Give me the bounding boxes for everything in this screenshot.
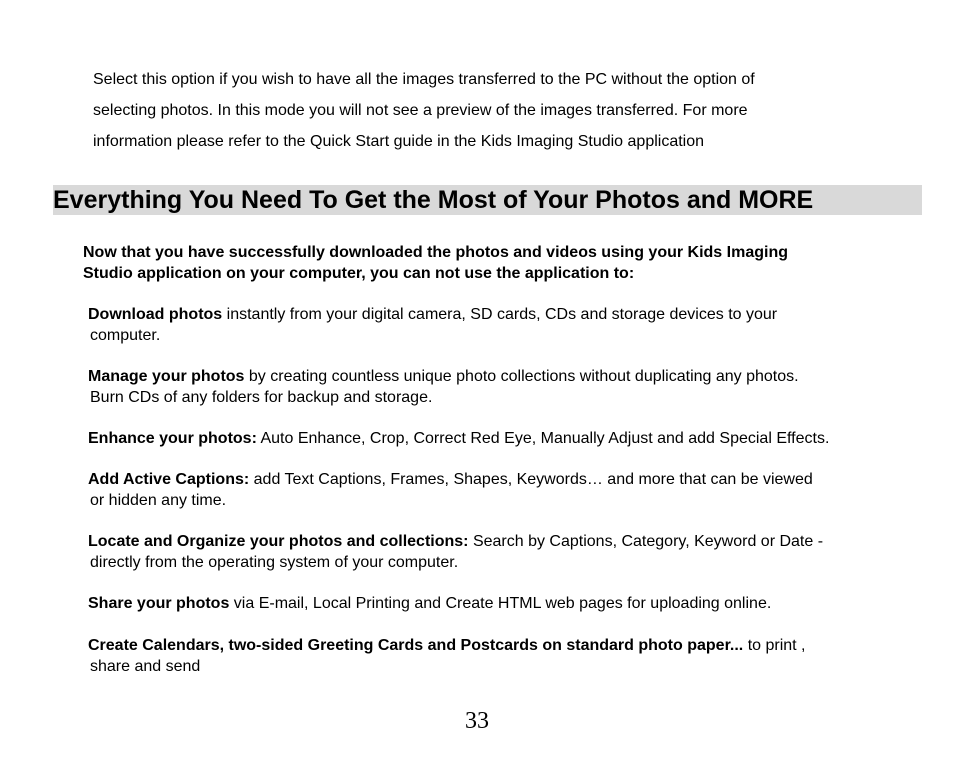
feature-continuation: Burn CDs of any folders for backup and storage. (90, 389, 433, 406)
feature-text: instantly from your digital camera, SD cards, CDs and storage devices to your (222, 306, 778, 323)
lead-paragraph (83, 242, 923, 284)
feature-term: Create Calendars, two-sided Greeting Cards and Postcards on standard photo paper... (88, 637, 744, 654)
feature-text: Auto Enhance, Crop, Correct Red Eye, Manually Adjust and add Special Effects. (256, 430, 830, 447)
intro-line: information please refer to the Quick Start guide in the Kids Imaging Studio application (93, 133, 705, 150)
feature-continuation: or hidden any time. (90, 492, 227, 509)
feature-term: Manage your photos (88, 368, 245, 385)
feature-continuation: directly from the operating system of your computer. (90, 554, 459, 571)
page-number: 33 (465, 708, 489, 734)
intro-paragraph (93, 64, 933, 157)
lead-line: Studio application on your computer, you can not use the application to: (83, 265, 635, 282)
feature-text: Search by Captions, Category, Keyword or Date - (468, 533, 824, 550)
feature-share-photos (88, 593, 938, 614)
lead-line: Now that you have successfully downloaded the photos and videos using your Kids Imaging (83, 244, 788, 261)
intro-line: selecting photos. In this mode you will not see a preview of the images transferred. For more (93, 102, 748, 119)
feature-term: Share your photos (88, 595, 230, 612)
feature-text: via E-mail, Local Printing and Create HTML web pages for uploading online. (229, 595, 772, 612)
feature-term: Enhance your photos: (88, 430, 257, 447)
feature-enhance-photos (88, 428, 938, 449)
feature-term: Download photos (88, 306, 223, 323)
intro-line: Select this option if you wish to have all the images transferred to the PC without the option of (93, 71, 755, 88)
feature-manage-photos (88, 366, 938, 408)
feature-text: to print , (743, 637, 806, 654)
feature-locate-organize (88, 531, 938, 573)
feature-term: Locate and Organize your photos and collections: (88, 533, 469, 550)
feature-continuation: computer. (90, 327, 161, 344)
feature-create-calendars (88, 635, 938, 677)
section-heading: Everything You Need To Get the Most of Your Photos and MORE (53, 185, 922, 215)
feature-active-captions (88, 469, 938, 511)
feature-download-photos (88, 304, 938, 346)
feature-continuation: share and send (90, 658, 201, 675)
feature-term: Add Active Captions: (88, 471, 250, 488)
feature-text: by creating countless unique photo collections without duplicating any photos. (244, 368, 799, 385)
feature-text: add Text Captions, Frames, Shapes, Keywords… and more that can be viewed (249, 471, 813, 488)
